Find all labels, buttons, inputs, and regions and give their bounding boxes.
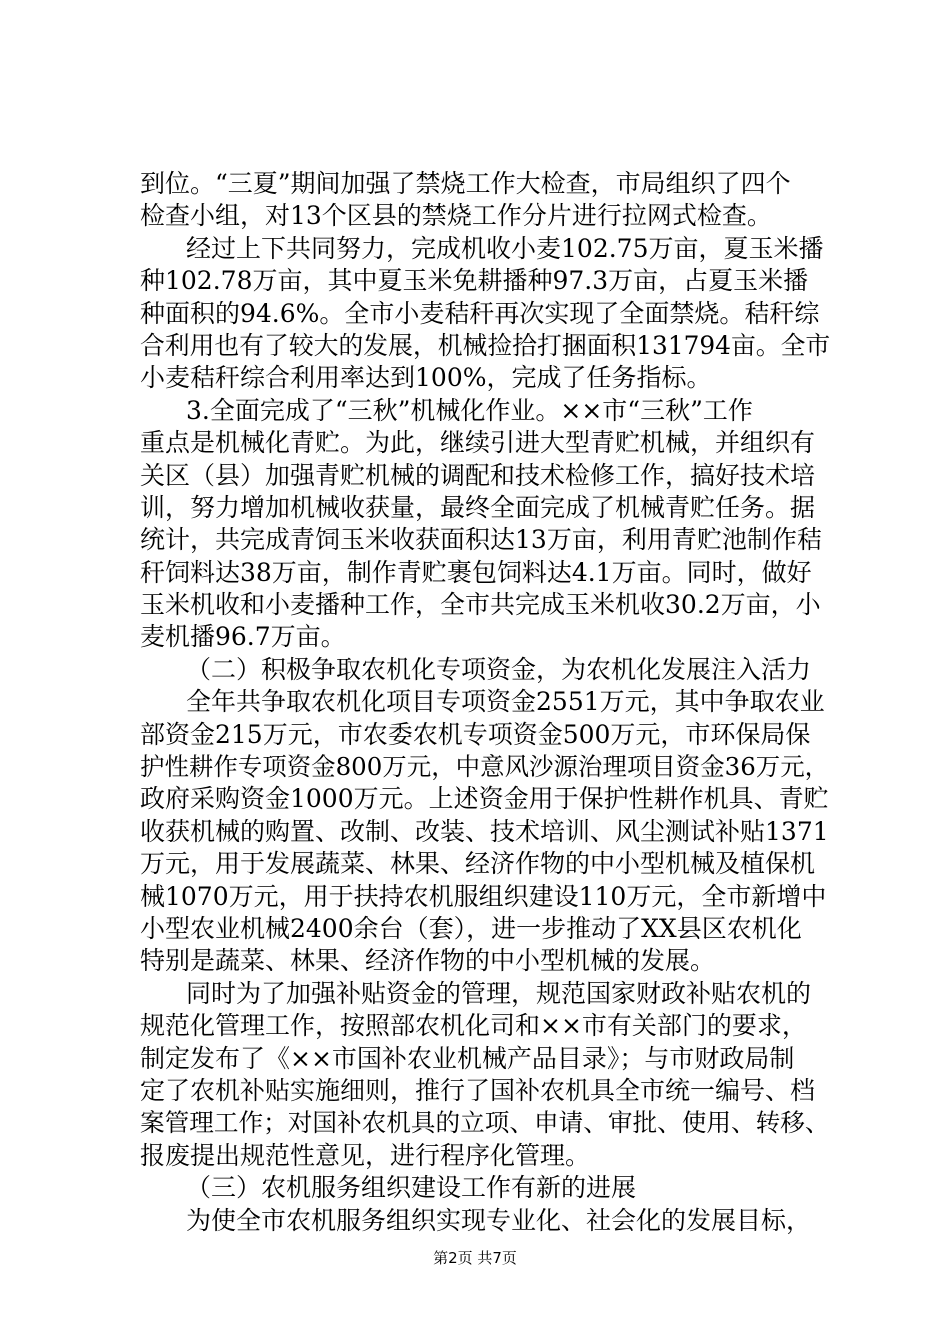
text-line: 政府采购资金1000万元。上述资金用于保护性耕作机具、青贮	[140, 784, 829, 814]
text-line: 案管理工作；对国补农机具的立项、申请、审批、使用、转移、	[140, 1108, 830, 1138]
text-line: 检查小组，对13个区县的禁烧工作分片进行拉网式检查。	[140, 201, 772, 231]
text-line: 麦机播96.7万亩。	[140, 622, 346, 652]
text-line: 到位。“三夏”期间加强了禁烧工作大检查，市局组织了四个	[140, 169, 791, 198]
text-line: 部资金215万元，市农委农机专项资金500万元，市环保局保	[140, 719, 811, 749]
text-line: 万元，用于发展蔬菜、林果、经济作物的中小型机械及植保机	[140, 849, 816, 879]
text-line: 小型农业机械2400余台（套），进一步推动了XX县区农机化	[140, 913, 802, 943]
text-line: 定了农机补贴实施细则，推行了国补农机具全市统一编号、档	[140, 1075, 816, 1105]
text-line: 经过上下共同努力，完成机收小麦102.75万亩，夏玉米播	[186, 233, 824, 263]
text-line: 同时为了加强补贴资金的管理，规范国家财政补贴农机的	[186, 978, 812, 1008]
text-line: 种面积的94.6%。全市小麦秸秆再次实现了全面禁烧。秸秆综	[140, 298, 820, 328]
text-line: 秆饲料达38万亩，制作青贮裹包饲料达4.1万亩。同时，做好	[140, 557, 812, 587]
text-line: 合利用也有了较大的发展，机械捡拾打捆面积131794亩。全市	[140, 330, 831, 360]
text-line: 特别是蔬菜、林果、经济作物的中小型机械的发展。	[140, 946, 716, 976]
text-line: 关区（县）加强青贮机械的调配和技术检修工作，搞好技术培	[140, 460, 816, 490]
text-line: 小麦秸秆综合利用率达到100%，完成了任务指标。	[140, 363, 712, 393]
text-line: 护性耕作专项资金800万元，中意风沙源治理项目资金36万元，	[140, 752, 830, 782]
text-line: 训，努力增加机械收获量，最终全面完成了机械青贮任务。据	[140, 492, 816, 522]
text-line: 械1070万元，用于扶持农机服组织建设110万元，全市新增中	[140, 881, 827, 911]
text-line: 玉米机收和小麦播种工作，全市共完成玉米机收30.2万亩，小	[140, 590, 821, 620]
page-footer	[0, 1247, 950, 1268]
page-number-label: 第2页 共7页	[433, 1249, 517, 1267]
text-line: 报废提出规范性意见，进行程序化管理。	[140, 1140, 591, 1170]
document-body	[140, 168, 830, 1237]
text-line: 为使全市农机服务组织实现专业化、社会化的发展目标，	[186, 1205, 812, 1235]
text-line: （三）农机服务组织建设工作有新的进展	[186, 1173, 637, 1203]
text-line: （二）积极争取农机化专项资金，为农机化发展注入活力	[186, 654, 812, 684]
text-line: 种102.78万亩，其中夏玉米免耕播种97.3万亩，占夏玉米播	[140, 266, 809, 296]
text-line: 统计，共完成青饲玉米收获面积达13万亩，利用青贮池制作秸	[140, 525, 822, 555]
text-line: 规范化管理工作，按照部农机化司和××市有关部门的要求，	[140, 1011, 807, 1041]
text-line: 制定发布了《××市国补农业机械产品目录》；与市财政局制	[140, 1043, 795, 1073]
text-line: 重点是机械化青贮。为此，继续引进大型青贮机械，并组织有	[140, 428, 816, 458]
text-line: 收获机械的购置、改制、改装、技术培训、风尘测试补贴1371	[140, 816, 829, 846]
text-line: 全年共争取农机化项目专项资金2551万元，其中争取农业	[186, 687, 825, 717]
text-line: 3.全面完成了“三秋”机械化作业。××市“三秋”工作	[186, 395, 753, 425]
